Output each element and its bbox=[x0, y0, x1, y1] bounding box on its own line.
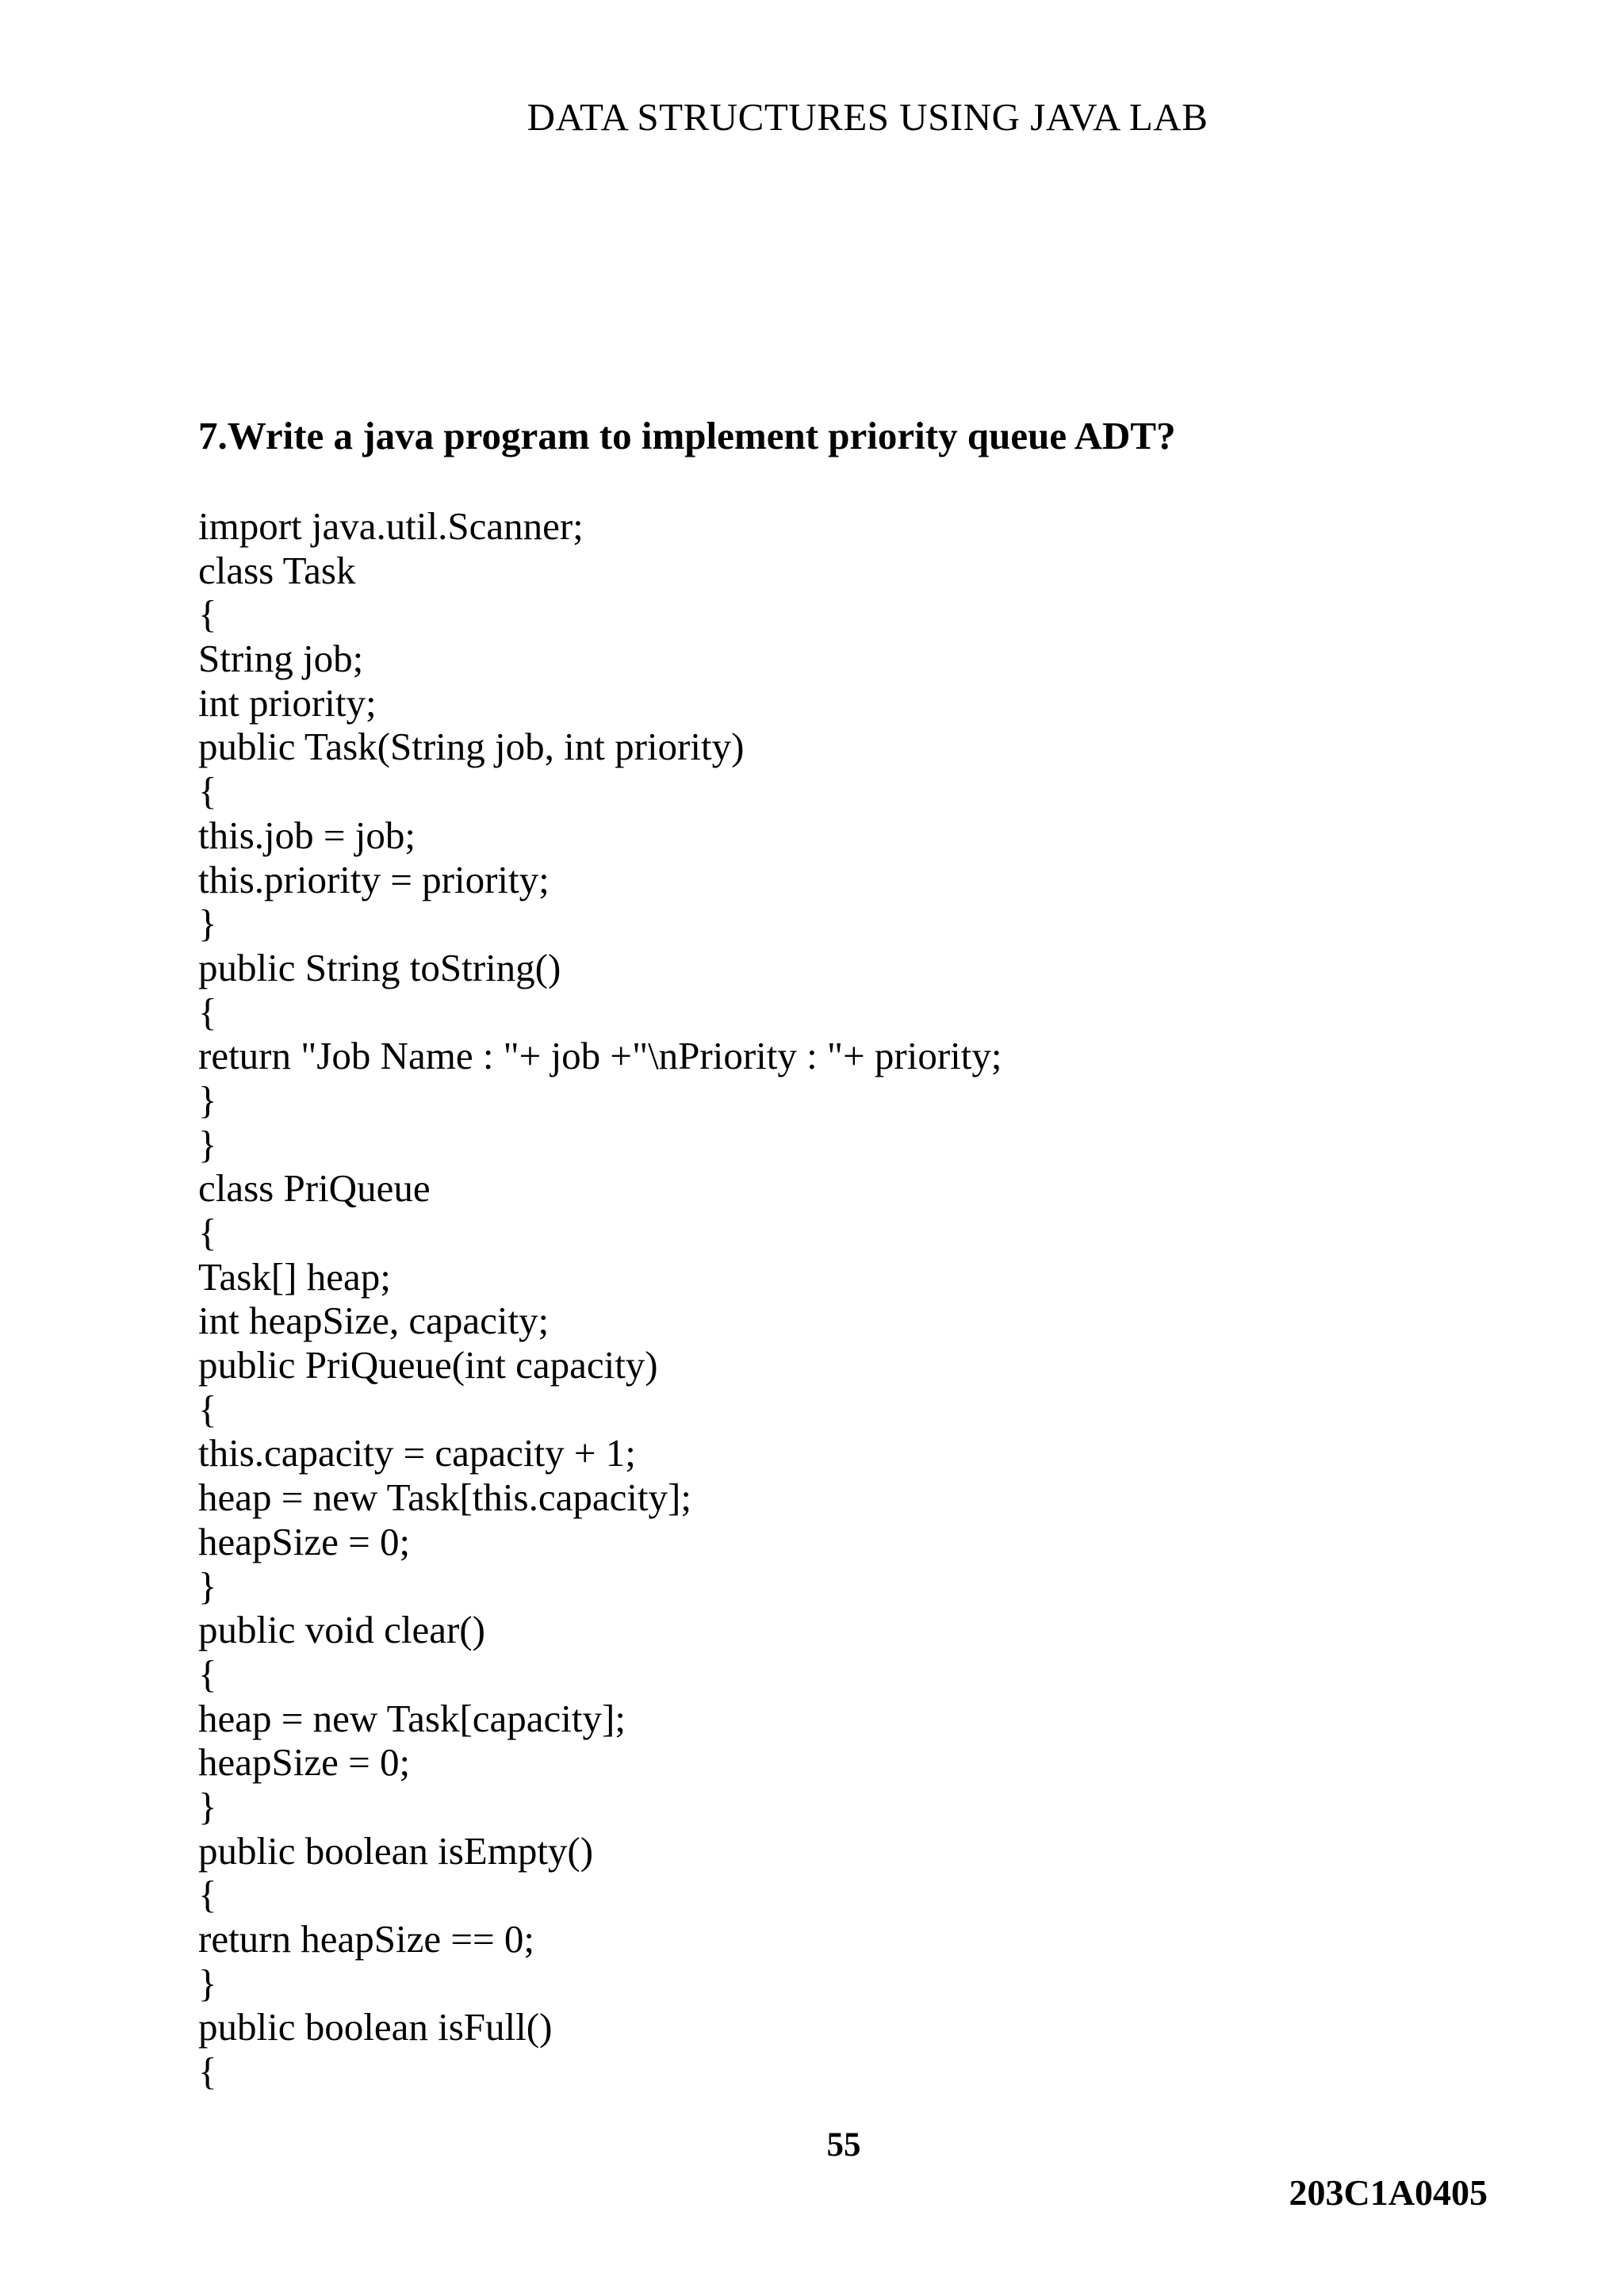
code-line: { bbox=[198, 989, 217, 1034]
code-line: public String toString() bbox=[198, 945, 561, 989]
roll-number: 203C1A0405 bbox=[1289, 2172, 1488, 2213]
question-title: 7.Write a java program to implement priority queue ADT? bbox=[198, 414, 1176, 457]
code-line: { bbox=[198, 1651, 217, 1696]
code-line: public Task(String job, int priority) bbox=[198, 725, 745, 769]
code-listing bbox=[198, 504, 1002, 2094]
code-line: this.job = job; bbox=[198, 813, 416, 857]
code-line: } bbox=[198, 1784, 217, 1828]
code-line: { bbox=[198, 592, 217, 637]
code-line: } bbox=[198, 1122, 217, 1166]
code-line: heap = new Task[this.capacity]; bbox=[198, 1475, 691, 1520]
code-line: class PriQueue bbox=[198, 1166, 431, 1211]
code-line: { bbox=[198, 1387, 217, 1431]
code-line: } bbox=[198, 1961, 217, 2005]
running-header: DATA STRUCTURES USING JAVA LAB bbox=[527, 95, 1208, 139]
code-line: { bbox=[198, 1873, 217, 1917]
code-line: this.capacity = capacity + 1; bbox=[198, 1431, 636, 1475]
code-line: import java.util.Scanner; bbox=[198, 504, 584, 548]
code-line: return "Job Name : "+ job +"\nPriority : "+ priority; bbox=[198, 1034, 1002, 1078]
code-line: } bbox=[198, 901, 217, 946]
code-line: heap = new Task[capacity]; bbox=[198, 1696, 626, 1740]
code-line: } bbox=[198, 1563, 217, 1608]
code-line: heapSize = 0; bbox=[198, 1519, 411, 1563]
code-line: public PriQueue(int capacity) bbox=[198, 1343, 658, 1387]
code-line: heapSize = 0; bbox=[198, 1740, 411, 1785]
code-line: public boolean isEmpty() bbox=[198, 1828, 594, 1873]
code-line: { bbox=[198, 2049, 217, 2094]
code-line: int priority; bbox=[198, 680, 377, 725]
code-line: String job; bbox=[198, 637, 364, 681]
page-number: 55 bbox=[826, 2126, 861, 2164]
code-line: { bbox=[198, 1211, 217, 1254]
code-line: } bbox=[198, 1077, 217, 1122]
code-line: { bbox=[198, 769, 217, 813]
code-line: class Task bbox=[198, 548, 356, 592]
code-line: public void clear() bbox=[198, 1608, 485, 1652]
code-line: Task[] heap; bbox=[198, 1254, 391, 1299]
code-line: int heapSize, capacity; bbox=[198, 1299, 550, 1343]
code-line: public boolean isFull() bbox=[198, 2005, 553, 2049]
code-line: this.priority = priority; bbox=[198, 857, 550, 901]
code-line: return heapSize == 0; bbox=[198, 1917, 534, 1961]
